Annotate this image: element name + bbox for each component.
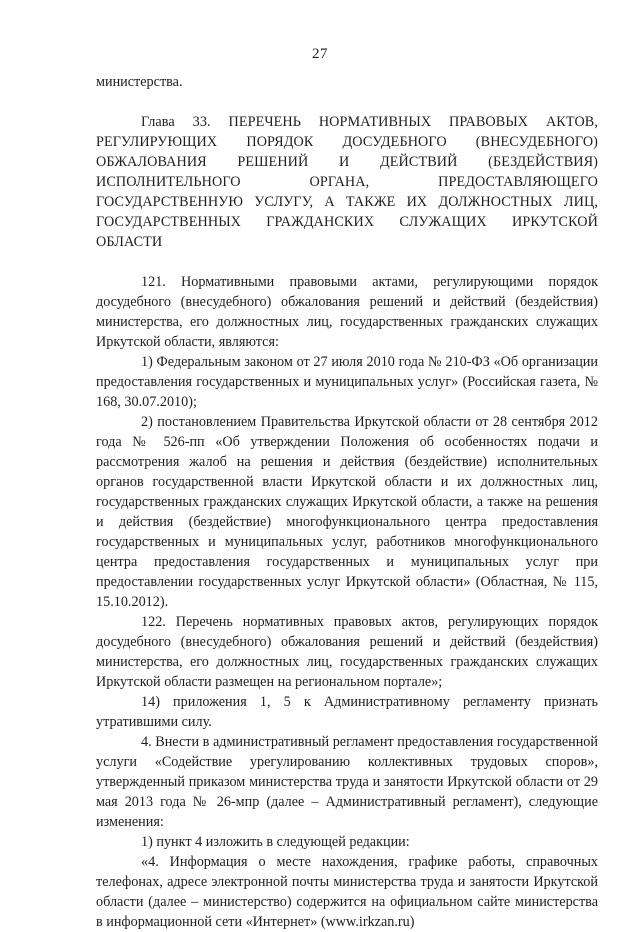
paragraph-quote-4: «4. Информация о месте нахождения, графике работы, справочных телефонах, адресе электронной почты министерства труда и занятости Иркутской области (далее – министерство) содержится на официальном сайте министерства в информационной сети «Интернет» (www.irkzan.ru) — [96, 854, 598, 930]
chapter-heading: Глава 33. ПЕРЕЧЕНЬ НОРМАТИВНЫХ ПРАВОВЫХ АКТОВ, РЕГУЛИРУЮЩИХ ПОРЯДОК ДОСУДЕБНОГО (ВНЕСУДЕБНОГО) ОБЖАЛОВАНИЯ РЕШЕНИЙ И ДЕЙСТВИЙ (БЕЗДЕЙСТВИЯ) ИСПОЛНИТЕЛЬНОГО ОРГАНА, ПРЕДОСТАВЛЯЮЩЕГО ГОСУДАРСТВЕННУЮ УСЛУГУ, А ТАКЖЕ ИХ ДОЛЖНОСТНЫХ ЛИЦ, ГОСУДАРСТВЕННЫХ ГРАЖДАНСКИХ СЛУЖАЩИХ ИРКУТСКОЙ ОБЛАСТИ — [96, 114, 598, 250]
paragraph-continuation: министерства. — [96, 74, 183, 90]
document-body — [96, 72, 598, 932]
paragraph-item-2: 2) постановлением Правительства Иркутской области от 28 сентября 2012 года № 526-пп «Об утверждении Положения об особенностях подачи и рассмотрения жалоб на решения и действия (бездействие) исполнительных органов государственной власти Иркутской области и их должностных лиц, государственных гражданских служащих Иркутской области, а также на решения и действия (бездействие) многофункционального центра предоставления государственных и муниципальных услуг, работников многофункционального центра предоставления государственных и муниципальных услуг при предоставлении государственных услуг Иркутской области» (Областная, № 115, 15.10.2012). — [96, 414, 598, 610]
paragraph-item-1: 1) Федеральным законом от 27 июля 2010 года № 210-ФЗ «Об организации предоставления государственных и муниципальных услуг» (Российская газета, № 168, 30.07.2010); — [96, 354, 598, 410]
paragraph-amend-item-1: 1) пункт 4 изложить в следующей редакции: — [141, 834, 410, 850]
paragraph-122: 122. Перечень нормативных правовых актов, регулирующих порядок досудебного (внесудебного) обжалования решений и действий (бездействия) министерства, его должностных лиц, государственных гражданских служащих Иркутской области размещен на региональном портале»; — [96, 614, 598, 690]
paragraph-121: 121. Нормативными правовыми актами, регулирующими порядок досудебного (внесудебного) обжалования решений и действий (бездействия) министерства, его должностных лиц, государственных гражданских служащих Иркутской области, являются: — [96, 274, 598, 350]
paragraph-section-4: 4. Внести в административный регламент предоставления государственной услуги «Содействие урегулированию коллективных трудовых споров», утвержденный приказом министерства труда и занятости Иркутской области от 29 мая 2013 года № 26-мпр (далее – Административный регламент), следующие изменения: — [96, 734, 598, 830]
page-number: 27 — [312, 46, 328, 62]
paragraph-item-14: 14) приложения 1, 5 к Административному регламенту признать утратившими силу. — [96, 694, 598, 730]
